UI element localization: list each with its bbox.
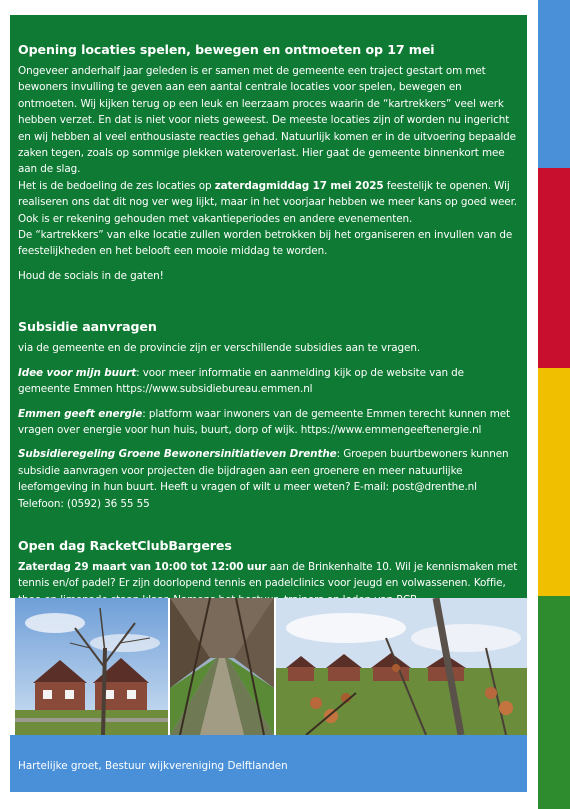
subsidie-item-1-title: Idee voor mijn buurt	[18, 366, 137, 379]
subsidie-item-2	[18, 406, 519, 439]
photo-strip	[15, 598, 527, 735]
opening-para2-end: feestelijk te openen. Wij realiseren ons dat dit nog ver weg lijkt, maar in het voorjaar hebben we meer kans op goed weer. Ook is er rekening gehouden met vakantieperiodes en andere evenementen.	[18, 179, 517, 225]
subsidie-item-2-text: : platform waar inwoners van de gemeente Emmen terecht kunnen met vragen over energie voor hun huis, buurt, dorp of wijk. https://www.emmengeeftenergie.nl	[18, 407, 511, 436]
photo-houses-tree	[15, 598, 168, 735]
stripe-yellow	[538, 368, 570, 596]
newsletter-panel	[10, 15, 527, 598]
opening-date: zaterdagmiddag 17 mei 2025	[214, 179, 384, 192]
stripe-green	[538, 596, 570, 809]
stripe-red	[538, 168, 570, 368]
section-racketclub-title: Open dag RacketClubBargeres	[18, 537, 232, 553]
opening-paragraph-3: De “kartrekkers” van elke locatie zullen worden betrokken bij het organiseren en invullen van de feestelijkheden en het belooft een mooie middag te worden.	[18, 229, 513, 258]
subsidie-item-1-text: : voor meer informatie en aanmelding kijk op de website van de gemeente Emmen https://www.subsidiebureau.emmen.nl	[18, 366, 464, 396]
stripe-blue	[538, 0, 570, 168]
subsidie-item-3-text: : Groepen buurtbewoners kunnen subsidie aanvragen voor projecten die bijdragen aan een groenere en meer natuurlijke leefomgeving in hun buurt. Heeft u vragen of wilt u meer weten? E-mail: post@drenthe.nl Telefoon: (0592) 36 55 55	[18, 448, 509, 510]
opening-paragraph-1: Ongeveer anderhalf jaar geleden is er samen met de gemeente een traject gestart om met bewoners invulling te geven aan een aantal centrale locaties voor spelen, bewegen en ontmoeten. Wij kijken terug op een leuk en leerzaam proces waarin de “kartrekkers” veel werk hebben verzet. En dat is niet voor niets geweest. De meeste locaties zijn of worden nu ingericht en wij hebben al veel enthousiaste reacties gehad. Natuurlijk komen er in de uitvoering bepaalde zaken tegen, zoals op sommige plekken wateroverlast. Hier gaat de gemeente binnenkort mee aan de slag.	[18, 65, 516, 176]
racketclub-text: aan de Brinkenhalte 10. Wil je kennismaken met tennis en/of padel? Er zijn doorlopend tennis en padelclinics voor jeugd en volwassenen. Koffie,	[18, 560, 518, 590]
footer-greeting: Hartelijke groet, Bestuur wijkvereniging Delftlanden	[18, 760, 288, 772]
photo-tree-lined-path	[170, 598, 274, 735]
opening-paragraph-2	[18, 178, 519, 227]
opening-para2-start: Het is de bedoeling de zes locaties op	[18, 179, 215, 192]
subsidie-item-3	[18, 446, 519, 512]
side-color-stripes	[538, 0, 570, 809]
subsidie-item-2-title: Emmen geeft energie	[18, 407, 143, 420]
subsidie-item-1	[18, 365, 519, 398]
photo-blossom-branch	[276, 598, 527, 735]
opening-paragraph-4: Houd de socials in de gaten!	[18, 269, 164, 282]
section-subsidie-title: Subsidie aanvragen	[18, 319, 157, 335]
subsidie-intro: via de gemeente en de provincie zijn er verschillende subsidies aan te vragen.	[18, 342, 421, 355]
racketclub-date: Zaterdag 29 maart van 10:00 tot 12:00 uur	[18, 560, 267, 573]
footer-bar	[10, 735, 527, 792]
section-opening-title: Opening locaties spelen, bewegen en ontmoeten op 17 mei	[18, 42, 435, 57]
subsidie-item-3-title: Subsidieregeling Groene Bewonersinitiatieven Drenthe	[18, 448, 337, 461]
